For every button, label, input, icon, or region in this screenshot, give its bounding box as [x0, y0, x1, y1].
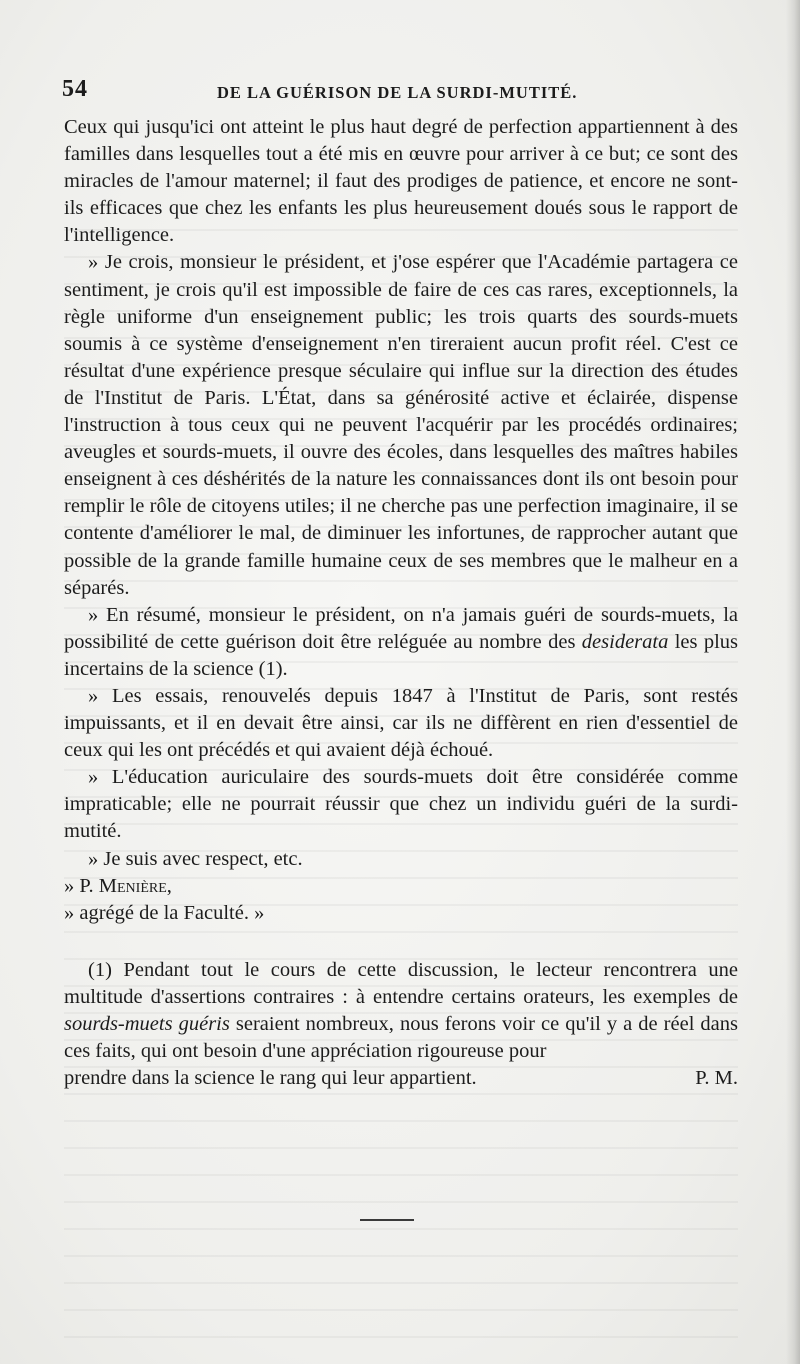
footnote-text [64, 957, 738, 1065]
footnote-last-line [64, 1065, 738, 1092]
signature-prefix: » P. [64, 874, 94, 897]
signature-line-2: » agrégé de la Faculté. » [64, 901, 265, 924]
paragraph-1: Ceux qui jusqu'ici ont atteint le plus haut degré de perfection appartiennent à des familles dans lesquelles tout a été mis en œuvre pour arriver à ce but; ce sont des miracles de l'amour maternel; il faut des prodiges de patience, et encore ne sont-ils efficaces que chez les enfants les plus heureusement doués sous le rapport de l'intelligence. [64, 116, 738, 247]
paragraph-3-end: les plus incertains de la science (1). [64, 630, 739, 680]
paragraph-2: » Je crois, monsieur le président, et j'ose espérer que l'Académie partagera ce sentiment, je crois qu'il est impossible de faire de ces cas rares, exceptionnels, la règle uniforme d'un enseignement public; les trois quarts des sourds-muets soumis à ce système d'enseignement n'en tireraient aucun profit réel. C'est ce résultat d'une expérience presque séculaire qui influe sur la direction des études de l'Institut de Paris. L'État, dans sa générosité active et éclairée, dispense l'instruction à tous ceux qui ne peuvent l'acquérir par les procédés ordinaires; aveugles et sourds-muets, il ouvre des écoles, dans lesquelles des maîtres habiles enseignent à ces déshérités de la nature les connaissances dont ils ont besoin pour remplir le rôle de citoyens utiles; il ne cherche pas une perfection imaginaire, il se contente d'améliorer le mal, de diminuer les infortunes, de rapprocher autant que possible de la grande famille humaine ceux de ses membres que le malheur en a séparés. [64, 251, 738, 599]
end-rule [360, 1219, 414, 1221]
paragraph-3 [64, 602, 738, 683]
paragraph-3-italic: desiderata [581, 630, 669, 653]
paragraph-6: » Je suis avec respect, etc. [88, 847, 303, 870]
footnote-start: (1) Pendant tout le cours de cette discussion, le lecteur rencontrera une multitude d'assertions contraires : à entendre certains orateurs, les exemples de [64, 958, 738, 1008]
signature-line-1 [64, 873, 738, 900]
page-number: 54 [62, 76, 88, 102]
running-head: DE LA GUÉRISON DE LA SURDI-MUTITÉ. [217, 83, 578, 102]
footnote [64, 957, 738, 1092]
footnote-last-text: prendre dans la science le rang qui leur appartient. [64, 1067, 477, 1090]
body-text [64, 114, 738, 1092]
paragraph-5: » L'éducation auriculaire des sourds-muets doit être considérée comme impraticable; elle ne pourrait réussir que chez un individu guéri de la surdi-mutité. [64, 766, 738, 843]
page-spine-shadow [786, 0, 800, 1364]
footnote-italic: sourds-muets guéris [64, 1013, 230, 1035]
paragraph-4: » Les essais, renouvelés depuis 1847 à l'Institut de Paris, sont restés impuissants, et il en devait être ainsi, car ils ne diffèrent en rien d'essentiel de ceux qui les ont précédés et qui avaient déjà échoué. [64, 684, 738, 762]
signature-name: Menière, [98, 874, 172, 897]
footnote-gap [64, 927, 738, 957]
footnote-middle: seraient nombreux, nous ferons voir ce qu'il y a de réel dans ces faits, qui ont besoin d'une appréciation rigoureuse pour [64, 1013, 739, 1063]
paragraph-3-start: » En résumé, monsieur le président, on n'a jamais guéri de sourds-muets, la possibilité de cette guérison doit être reléguée au nombre des [64, 603, 738, 653]
page-header [62, 74, 738, 108]
footnote-initials: P. M. [695, 1067, 738, 1090]
